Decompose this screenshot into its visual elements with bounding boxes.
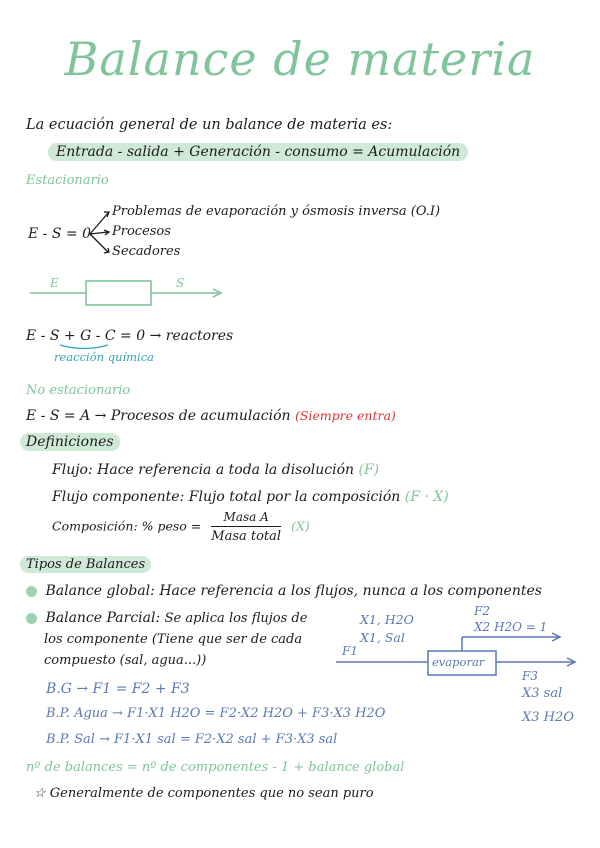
bullet-icon bbox=[26, 586, 37, 597]
evap-f3-x-h2o: X3 H2O bbox=[522, 710, 574, 725]
eq-bp-sal: B.P. Sal → F1·X1 sal = F2·X2 sal + F3·X3 sal bbox=[46, 732, 338, 747]
balances-heading bbox=[20, 557, 151, 572]
nonstationary-note: (Siempre entra) bbox=[294, 408, 396, 423]
balance-global-text: Hace referencia a los flujos, nunca a los componentes bbox=[159, 583, 542, 599]
branch-arrows bbox=[90, 212, 109, 253]
def-composicion-term: Composición: % peso = bbox=[52, 518, 202, 534]
balance-parcial-text-3: compuesto (sal, agua...)) bbox=[44, 653, 207, 668]
def-flujo bbox=[52, 462, 379, 478]
arrow-icon: → bbox=[94, 408, 111, 424]
def-composicion-symbol: (X) bbox=[291, 518, 310, 534]
evaporator-box-label: evaporar bbox=[432, 655, 485, 669]
nonstationary-heading: No estacionario bbox=[26, 383, 131, 398]
reactor-target: reactores bbox=[165, 328, 234, 344]
balance-note: ☆ Generalmente de componentes que no sean puro bbox=[34, 786, 374, 801]
definitions-heading-text: Definiciones bbox=[20, 433, 120, 451]
def-flujo-symbol: (F) bbox=[358, 462, 380, 478]
evap-f1: F1 bbox=[342, 644, 358, 658]
evap-f1-x-sal: X1, Sal bbox=[360, 630, 405, 645]
def-componente-text: Flujo total por la composición bbox=[188, 489, 401, 505]
reaction-note: reacción química bbox=[54, 350, 155, 364]
balance-count-rule: nº de balances = nº de componentes - 1 + balance global bbox=[26, 760, 405, 775]
eq-bp-agua: B.P. Agua → F1·X1 H2O = F2·X2 H2O + F3·X3 H2O bbox=[46, 706, 386, 721]
definitions-heading bbox=[20, 434, 120, 450]
page-title: Balance de materia bbox=[64, 32, 536, 86]
nonstationary-equation: E - S = A bbox=[26, 408, 91, 424]
reactor-equation-text: E - S + G - C = 0 bbox=[26, 328, 146, 344]
stationary-lhs: E - S = 0 bbox=[28, 226, 91, 242]
nonstationary-target: Procesos de acumulación bbox=[110, 408, 291, 424]
balance-global bbox=[26, 583, 542, 599]
branch-secadores: Secadores bbox=[112, 244, 181, 259]
diagram-out-label: S bbox=[176, 276, 185, 290]
def-flujo-term: Flujo: bbox=[52, 462, 93, 478]
general-equation-text: Entrada - salida + Generación - consumo = Acumulación bbox=[48, 143, 468, 161]
fraction-denominator: Masa total bbox=[211, 529, 282, 544]
evap-f2: F2 bbox=[474, 604, 490, 618]
def-flujo-text: Hace referencia a toda la disolución bbox=[97, 462, 355, 478]
composition-fraction bbox=[211, 510, 281, 544]
eq-bg: B.G → F1 = F2 + F3 bbox=[46, 681, 190, 697]
intro-line: La ecuación general de un balance de materia es: bbox=[26, 117, 393, 133]
bullet-icon bbox=[26, 613, 37, 624]
stationary-heading: Estacionario bbox=[26, 173, 109, 188]
branch-procesos: Procesos bbox=[112, 224, 171, 239]
fraction-numerator: Masa A bbox=[211, 510, 281, 527]
arrow-icon: → bbox=[149, 328, 166, 344]
reaction-brace bbox=[60, 345, 108, 349]
def-componente-term: Flujo componente: bbox=[52, 489, 185, 505]
def-composicion bbox=[52, 510, 310, 544]
balances-heading-text: Tipos de Balances bbox=[20, 556, 151, 573]
balance-global-term: Balance global: bbox=[45, 583, 155, 599]
branch-evaporation: Problemas de evaporación y ósmosis inversa (O.I) bbox=[112, 204, 441, 219]
evap-f2-x: X2 H2O = 1 bbox=[474, 620, 548, 634]
evap-f1-x-h2o: X1, H2O bbox=[360, 612, 414, 627]
balance-parcial-text-1: Se aplica los flujos de bbox=[164, 611, 308, 626]
balance-parcial bbox=[26, 610, 307, 626]
evap-f3-x-sal: X3 sal bbox=[522, 686, 563, 701]
diagram-in-label: E bbox=[50, 276, 59, 290]
def-componente-symbol: (F · X) bbox=[404, 489, 449, 505]
nonstationary-line bbox=[26, 408, 396, 424]
balance-parcial-text-2: los componente (Tiene que ser de cada bbox=[44, 632, 303, 647]
evap-f3: F3 bbox=[522, 669, 538, 683]
def-componente bbox=[52, 489, 449, 505]
balance-parcial-term: Balance Parcial: bbox=[45, 610, 161, 626]
reactor-equation bbox=[26, 328, 233, 344]
